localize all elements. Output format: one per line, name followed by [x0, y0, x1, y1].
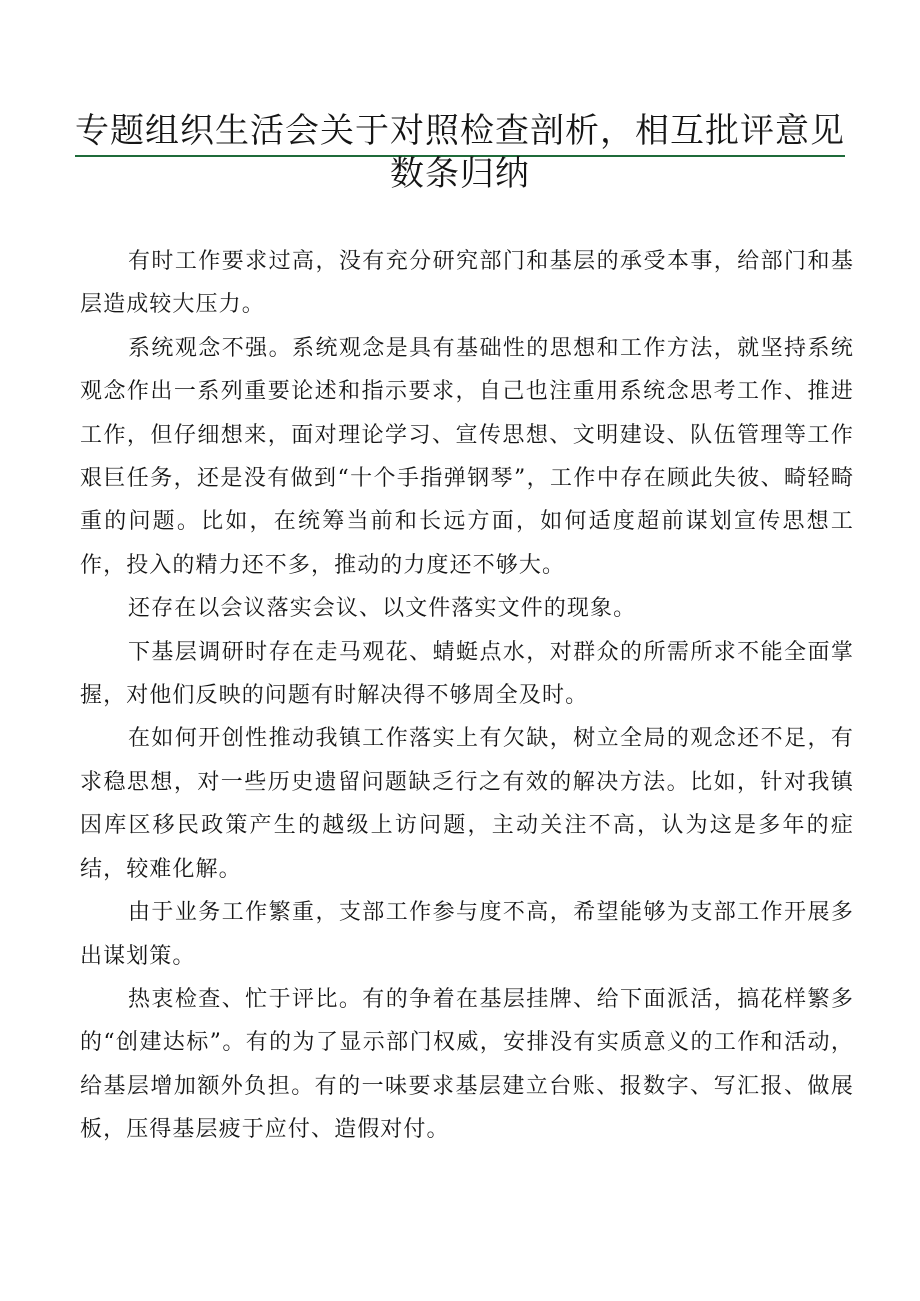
paragraph-3: 还存在以会议落实会议、以文件落实文件的现象。 — [128, 596, 637, 622]
document-body — [80, 240, 854, 1152]
paragraph-5: 在如何开创性推动我镇工作落实上有欠缺，树立全局的观念还不足，有求稳思想，对一些历史遗留问题缺乏行之有效的解决方法。比如，针对我镇因库区移民政策产生的越级上访问题，主动关注不高，认为这是多年的症结，较难化解。 — [80, 726, 854, 882]
document-title-line1: 专题组织生活会关于对照检查剖析，相互批评意见 — [75, 109, 845, 157]
document-title — [0, 109, 920, 157]
document-title-line2: 数条归纳 — [390, 154, 530, 194]
paragraph-4: 下基层调研时存在走马观花、蜻蜓点水，对群众的所需所求不能全面掌握，对他们反映的问题有时解决得不够周全及时。 — [80, 639, 854, 709]
paragraph-6: 由于业务工作繁重，支部工作参与度不高，希望能够为支部工作开展多出谋划策。 — [80, 900, 854, 969]
paragraph-7: 热衷检查、忙于评比。有的争着在基层挂牌、给下面派活，搞花样繁多的“创建达标”。有的为了显示部门权威，安排没有实质意义的工作和活动，给基层增加额外负担。有的一味要求基层建立台账、报数字、写汇报、做展板，压得基层疲于应付、造假对付。 — [80, 986, 854, 1143]
paragraph-1: 有时工作要求过高，没有充分研究部门和基层的承受本事，给部门和基层造成较大压力。 — [80, 249, 854, 318]
paragraph-2: 系统观念不强。系统观念是具有基础性的思想和工作方法，就坚持系统观念作出一系列重要论述和指示要求，自己也注重用系统念思考工作、推进工作，但仔细想来，面对理论学习、宣传思想、文明建设、队伍管理等工作艰巨任务，还是没有做到“十个手指弹钢琴”，工作中存在顾此失彼、畸轻畸重的问题。比如，在统筹当前和长远方面，如何适度超前谋划宣传思想工作，投入的精力还不多，推动的力度还不够大。 — [80, 335, 854, 578]
